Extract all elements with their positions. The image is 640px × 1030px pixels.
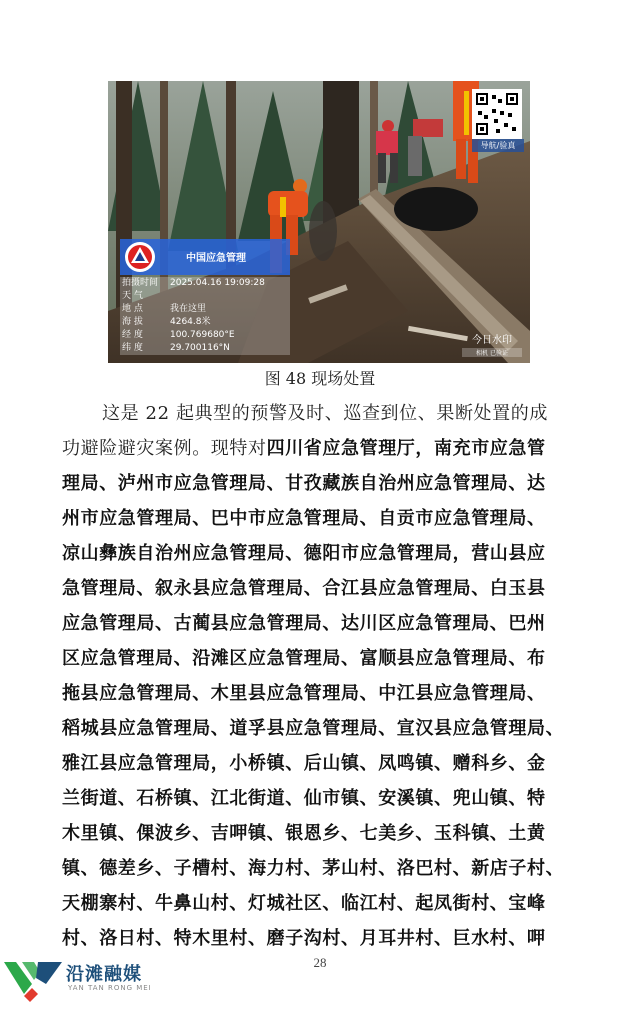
body-line-bold-text: 急管理局、叙永县应急管理局、合江县应急管理局、白玉县 — [62, 578, 546, 599]
body-line-bold-text: 天棚寨村、牛鼻山村、灯城社区、临江村、起凤街村、宝峰 — [62, 893, 546, 914]
body-line-bold-text: 应急管理局、古蔺县应急管理局、达川区应急管理局、巴州 — [62, 613, 546, 634]
body-line — [62, 396, 582, 431]
page-number: 28 — [313, 955, 327, 970]
scene-photo — [108, 81, 530, 363]
watermark-value — [170, 290, 290, 303]
watermark-key: 天 气 — [122, 291, 143, 301]
body-line — [62, 501, 582, 536]
body-line-bold-text: 稻城县应急管理局、道孚县应急管理局、宣汉县应急管理局、 — [62, 718, 565, 739]
emergency-management-emblem-icon — [124, 241, 156, 273]
body-line-plain-text: 功避险避灾案例。现特对 — [62, 438, 267, 459]
body-line — [62, 571, 582, 606]
body-line-bold-text: 理局、泸州市应急管理局、甘孜藏族自治州应急管理局、达 — [62, 473, 546, 494]
body-line-bold-text: 凉山彝族自治州应急管理局、德阳市应急管理局，营山县应 — [62, 543, 546, 564]
body-line — [62, 851, 582, 886]
watermark-value: 2025.04.16 19:09:28 — [170, 278, 265, 288]
body-line — [62, 676, 582, 711]
watermark-header — [120, 239, 290, 275]
qr-label: 导航/验真 — [472, 139, 524, 152]
body-line-bold-text: 四川省应急管理厅，南充市应急管 — [266, 438, 546, 459]
body-line — [62, 536, 582, 571]
watermark-key: 拍摄时间 — [122, 278, 159, 288]
body-line-bold-text: 兰街道、石桥镇、江北街道、仙市镇、安溪镇、兜山镇、特 — [62, 788, 546, 809]
watermark-key: 地 点 — [122, 304, 143, 314]
body-line — [62, 711, 582, 746]
body-line-bold-text: 区应急管理局、沿滩区应急管理局、富顺县应急管理局、布 — [62, 648, 546, 669]
watermark-row — [120, 329, 290, 342]
brand-subtitle: YAN TAN RONG MEI — [68, 984, 152, 992]
qr-code[interactable] — [472, 89, 522, 139]
brand-mark-icon — [2, 958, 64, 1004]
body-line — [62, 886, 582, 921]
watermark-brand — [462, 331, 522, 357]
body-line — [62, 466, 582, 501]
watermark-key: 海 拔 — [122, 317, 143, 327]
watermark-key: 经 度 — [122, 330, 143, 340]
watermark-value: 29.700116°N — [170, 343, 230, 353]
body-line-bold-text: 木里镇、倮波乡、吉呷镇、银恩乡、七美乡、玉科镇、土黄 — [62, 823, 546, 844]
body-line — [62, 921, 582, 956]
watermark-value: 100.769680°E — [170, 330, 235, 340]
watermark-brand-sub: 相机 已验证 — [462, 348, 522, 357]
body-line — [62, 606, 582, 641]
watermark-value: 我在这里 — [170, 304, 207, 314]
body-line — [62, 781, 582, 816]
body-line-bold-text: 州市应急管理局、巴中市应急管理局、自贡市应急管理局、 — [62, 508, 546, 529]
figure-caption: 图 48 现场处置 — [264, 369, 376, 388]
body-line — [62, 816, 582, 851]
watermark-title: 中国应急管理 — [186, 253, 246, 264]
brand-logo — [0, 958, 200, 1008]
body-line — [62, 641, 582, 676]
watermark-row — [120, 303, 290, 316]
body-line-bold-text: 镇、德差乡、子槽村、海力村、茅山村、洛巴村、新店子村、 — [62, 858, 565, 879]
body-line-bold-text: 村、洛日村、特木里村、磨子沟村、月耳井村、巨水村、呷 — [62, 928, 546, 949]
body-line-bold-text: 拖县应急管理局、木里县应急管理局、中江县应急管理局、 — [62, 683, 546, 704]
brand-name: 沿滩融媒 — [66, 964, 142, 985]
watermark-key: 纬 度 — [122, 343, 143, 353]
watermark-brand-name: 今日水印 — [472, 335, 512, 346]
body-line — [62, 746, 582, 781]
watermark-value: 4264.8米 — [170, 317, 211, 327]
watermark-row — [120, 342, 290, 355]
watermark-row — [120, 290, 290, 303]
body-paragraph — [62, 396, 582, 956]
watermark-row — [120, 277, 290, 290]
watermark-info-table — [120, 277, 290, 355]
body-line-plain-text: 这是 22 起典型的预警及时、巡查到位、果断处置的成 — [102, 403, 548, 424]
body-line-bold-text: 雅江县应急管理局，小桥镇、后山镇、凤鸣镇、赠科乡、金 — [62, 753, 546, 774]
body-line — [62, 431, 582, 466]
watermark-row — [120, 316, 290, 329]
